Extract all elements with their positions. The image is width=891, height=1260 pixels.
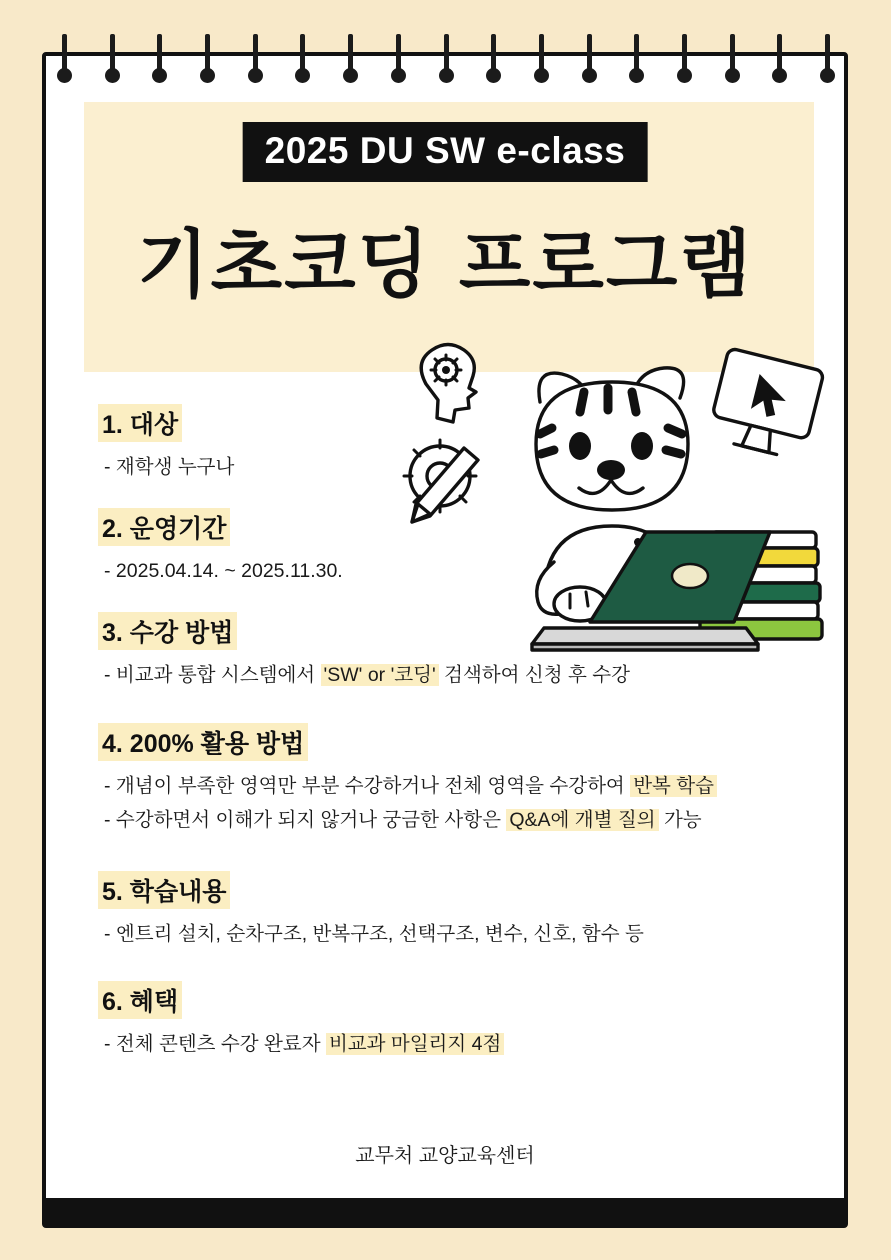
spiral-ring bbox=[682, 34, 687, 74]
line-text-post: 검색하여 신청 후 수강 bbox=[438, 664, 630, 687]
spiral-ring bbox=[348, 34, 353, 74]
section-heading: 3. 수강 방법 bbox=[98, 612, 237, 650]
spiral-ring bbox=[110, 34, 115, 74]
line-highlight: Q&A에 개별 질의 bbox=[506, 809, 658, 831]
section-usage bbox=[98, 723, 808, 835]
line-highlight: 반복 학습 bbox=[630, 775, 717, 797]
section-line bbox=[104, 452, 808, 482]
spiral-ring bbox=[205, 34, 210, 74]
section-benefit bbox=[98, 981, 808, 1059]
spiral-ring bbox=[396, 34, 401, 74]
spiral-ring bbox=[253, 34, 258, 74]
line-text: - 전체 콘텐츠 수강 완료자 bbox=[104, 1033, 326, 1056]
section-line bbox=[104, 805, 808, 835]
section-line bbox=[104, 660, 808, 690]
spiral-ring bbox=[300, 34, 305, 74]
spiral-ring bbox=[62, 34, 67, 74]
line-highlight: 비교과 마일리지 4점 bbox=[326, 1033, 504, 1055]
section-curriculum bbox=[98, 871, 808, 949]
spiral-ring bbox=[587, 34, 592, 74]
spiral-ring bbox=[730, 34, 735, 74]
line-text: - 2025.04.14. ~ 2025.11.30. bbox=[104, 560, 343, 583]
spiral-ring bbox=[777, 34, 782, 74]
spiral-binding bbox=[62, 34, 830, 90]
line-text: - 엔트리 설치, 순차구조, 반복구조, 선택구조, 변수, 신호, 함수 등 bbox=[104, 923, 644, 946]
line-text: - 수강하면서 이해가 되지 않거나 궁금한 사항은 bbox=[104, 808, 507, 831]
spiral-ring bbox=[444, 34, 449, 74]
section-line bbox=[104, 771, 808, 801]
sheet-bottom-bar bbox=[46, 1198, 844, 1224]
section-how-to-enroll bbox=[98, 612, 808, 690]
section-line bbox=[104, 556, 808, 586]
spiral-ring bbox=[491, 34, 496, 74]
poster-footer: 교무처 교양교육센터 bbox=[355, 1145, 535, 1167]
section-heading: 1. 대상 bbox=[98, 404, 182, 442]
section-period bbox=[98, 508, 808, 586]
line-text-post: 가능 bbox=[658, 808, 702, 831]
spiral-ring bbox=[634, 34, 639, 74]
section-line bbox=[104, 919, 808, 949]
section-line bbox=[104, 1029, 808, 1059]
line-highlight: 'SW' or '코딩' bbox=[321, 664, 439, 686]
section-heading: 2. 운영기간 bbox=[98, 508, 230, 546]
eyebrow-title: 2025 DU SW e-class bbox=[243, 122, 648, 182]
line-text: - 개념이 부족한 영역만 부분 수강하거나 전체 영역을 수강하여 bbox=[104, 774, 631, 797]
poster-sheet bbox=[42, 52, 848, 1228]
section-heading: 6. 혜택 bbox=[98, 981, 182, 1019]
poster-body bbox=[98, 404, 808, 1066]
spiral-ring bbox=[825, 34, 830, 74]
section-daesang bbox=[98, 404, 808, 482]
page-title: 기초코딩 프로그램 bbox=[137, 222, 753, 308]
spiral-ring bbox=[539, 34, 544, 74]
line-text: - 비교과 통합 시스템에서 bbox=[104, 664, 321, 687]
line-text: - 재학생 누구나 bbox=[104, 456, 235, 478]
spiral-ring bbox=[157, 34, 162, 74]
section-heading: 4. 200% 활용 방법 bbox=[98, 723, 308, 761]
section-heading: 5. 학습내용 bbox=[98, 871, 230, 909]
